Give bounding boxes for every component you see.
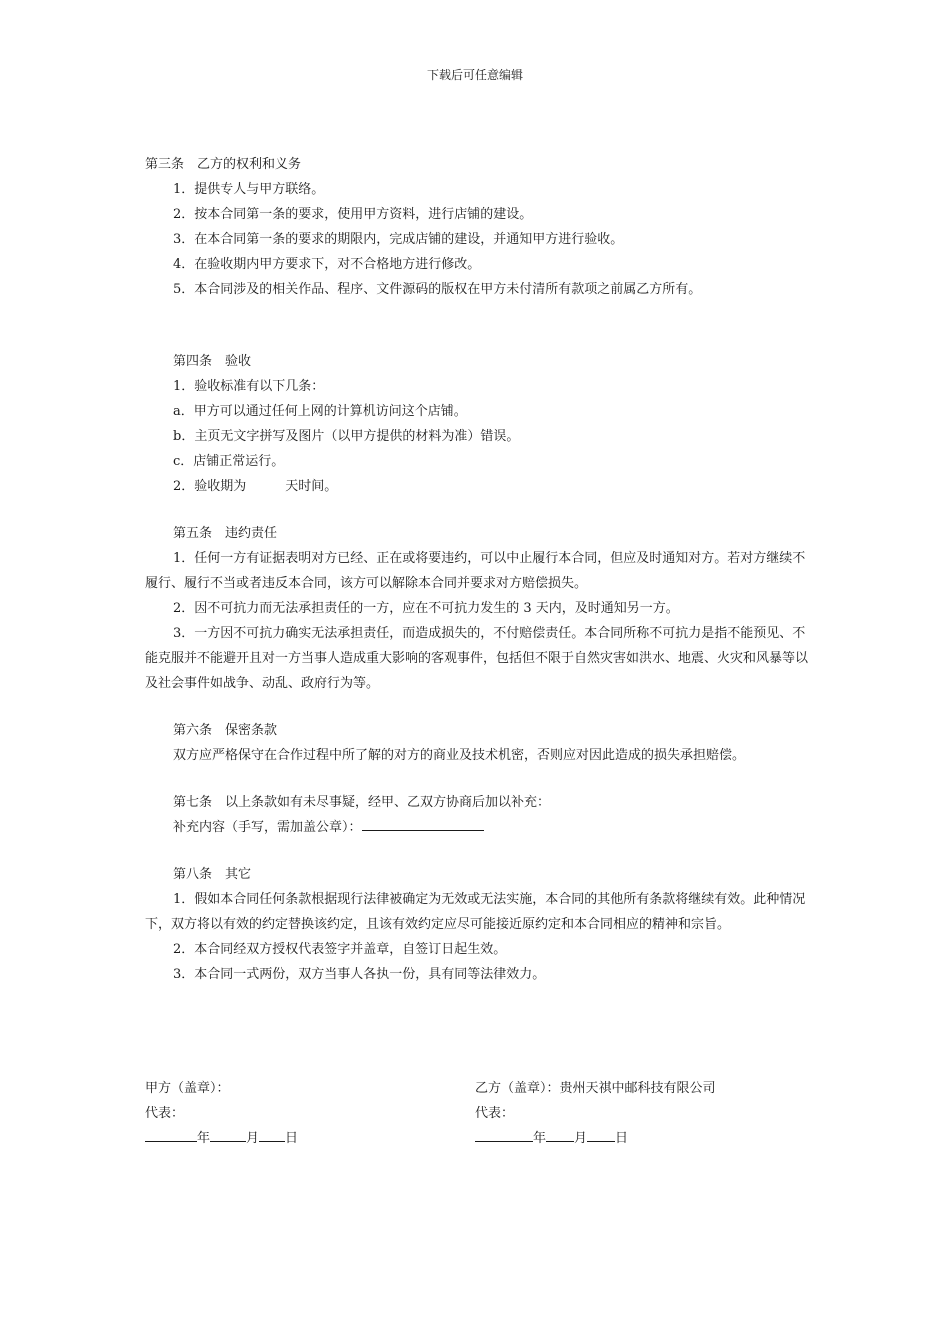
party-a-date — [145, 1126, 298, 1151]
party-b-date — [475, 1126, 716, 1151]
month-label: 月 — [246, 1131, 260, 1146]
article8-title: 第八条 其它 — [173, 867, 252, 882]
article5-clause-1: 1．任何一方有证据表明对方已经、正在或将要违约，可以中止履行本合同，但应及时通知对方。若对方继续不履行、履行不当或者违反本合同，该方可以解除本合同并要求对方赔偿损失。 — [145, 551, 806, 591]
article4-item: 2．验收期为 天时间。 — [173, 479, 338, 494]
article6-text: 双方应严格保守在合作过程中所了解的对方的商业及技术机密，否则应对因此造成的损失承担赔偿。 — [173, 748, 746, 763]
party-a-signature — [145, 1076, 298, 1151]
article6-title: 第六条 保密条款 — [173, 723, 278, 738]
article8-clause-1: 1．假如本合同任何条款根据现行法律被确定为无效或无法实施，本合同的其他所有条款将继续有效。此种情况下，双方将以有效的约定替换该约定，且该有效约定应尽可能接近原约定和本合同相应的精神和宗旨。 — [145, 892, 806, 932]
day-blank — [587, 1127, 615, 1142]
month-label: 月 — [574, 1131, 588, 1146]
article3-item: 3．在本合同第一条的要求的期限内，完成店铺的建设，并通知甲方进行验收。 — [173, 232, 624, 247]
supplement-blank — [362, 816, 484, 831]
contract-body — [145, 152, 810, 987]
day-blank — [259, 1127, 285, 1142]
article3-item: 5．本合同涉及的相关作品、程序、文件源码的版权在甲方未付清所有款项之前属乙方所有。 — [173, 282, 702, 297]
year-blank — [475, 1127, 533, 1142]
party-b-rep: 代表： — [475, 1106, 515, 1121]
article4-item: b．主页无文字拼写及图片（以甲方提供的材料为准）错误。 — [173, 429, 520, 444]
supplement-line — [145, 815, 810, 840]
article3-item: 1．提供专人与甲方联络。 — [173, 182, 325, 197]
year-label: 年 — [197, 1131, 211, 1146]
article8-clause-3: 3．本合同一式两份，双方当事人各执一份，具有同等法律效力。 — [173, 967, 546, 982]
month-blank — [546, 1127, 574, 1142]
article5-clause-2: 2．因不可抗力而无法承担责任的一方，应在不可抗力发生的 3 天内，及时通知另一方。 — [173, 601, 679, 616]
party-b-label: 乙方（盖章）：贵州天祺中邮科技有限公司 — [475, 1081, 716, 1096]
article4-item: a．甲方可以通过任何上网的计算机访问这个店铺。 — [173, 404, 467, 419]
party-a-label: 甲方（盖章）： — [145, 1081, 230, 1096]
year-label: 年 — [533, 1131, 547, 1146]
page-header: 下载后可任意编辑 — [426, 68, 523, 82]
supplement-label: 补充内容（手写，需加盖公章）： — [173, 820, 362, 835]
article7-title: 第七条 以上条款如有未尽事疑，经甲、乙双方协商后加以补充： — [173, 795, 551, 810]
year-blank — [145, 1127, 197, 1142]
day-label: 日 — [285, 1131, 299, 1146]
article8-clause-2: 2．本合同经双方授权代表签字并盖章，自签订日起生效。 — [173, 942, 507, 957]
day-label: 日 — [615, 1131, 629, 1146]
month-blank — [210, 1127, 246, 1142]
article4-item: 1．验收标准有以下几条： — [173, 379, 325, 394]
article5-clause-3: 3．一方因不可抗力确实无法承担责任，而造成损失的，不付赔偿责任。本合同所称不可抗力是指不能预见、不能克服并不能避开且对一方当事人造成重大影响的客观事件，包括但不限于自然灾害如洪水、地震、火灾和风暴等以及社会事件如战争、动乱、政府行为等。 — [145, 626, 809, 691]
article3-title: 第三条 乙方的权利和义务 — [145, 157, 302, 172]
party-a-rep: 代表： — [145, 1106, 185, 1121]
article3-item: 4．在验收期内甲方要求下，对不合格地方进行修改。 — [173, 257, 481, 272]
party-b-signature — [475, 1076, 716, 1151]
article4-title: 第四条 验收 — [173, 354, 252, 369]
article3-item: 2．按本合同第一条的要求，使用甲方资料，进行店铺的建设。 — [173, 207, 533, 222]
article4-item: c．店铺正常运行。 — [173, 454, 285, 469]
article5-title: 第五条 违约责任 — [173, 526, 278, 541]
